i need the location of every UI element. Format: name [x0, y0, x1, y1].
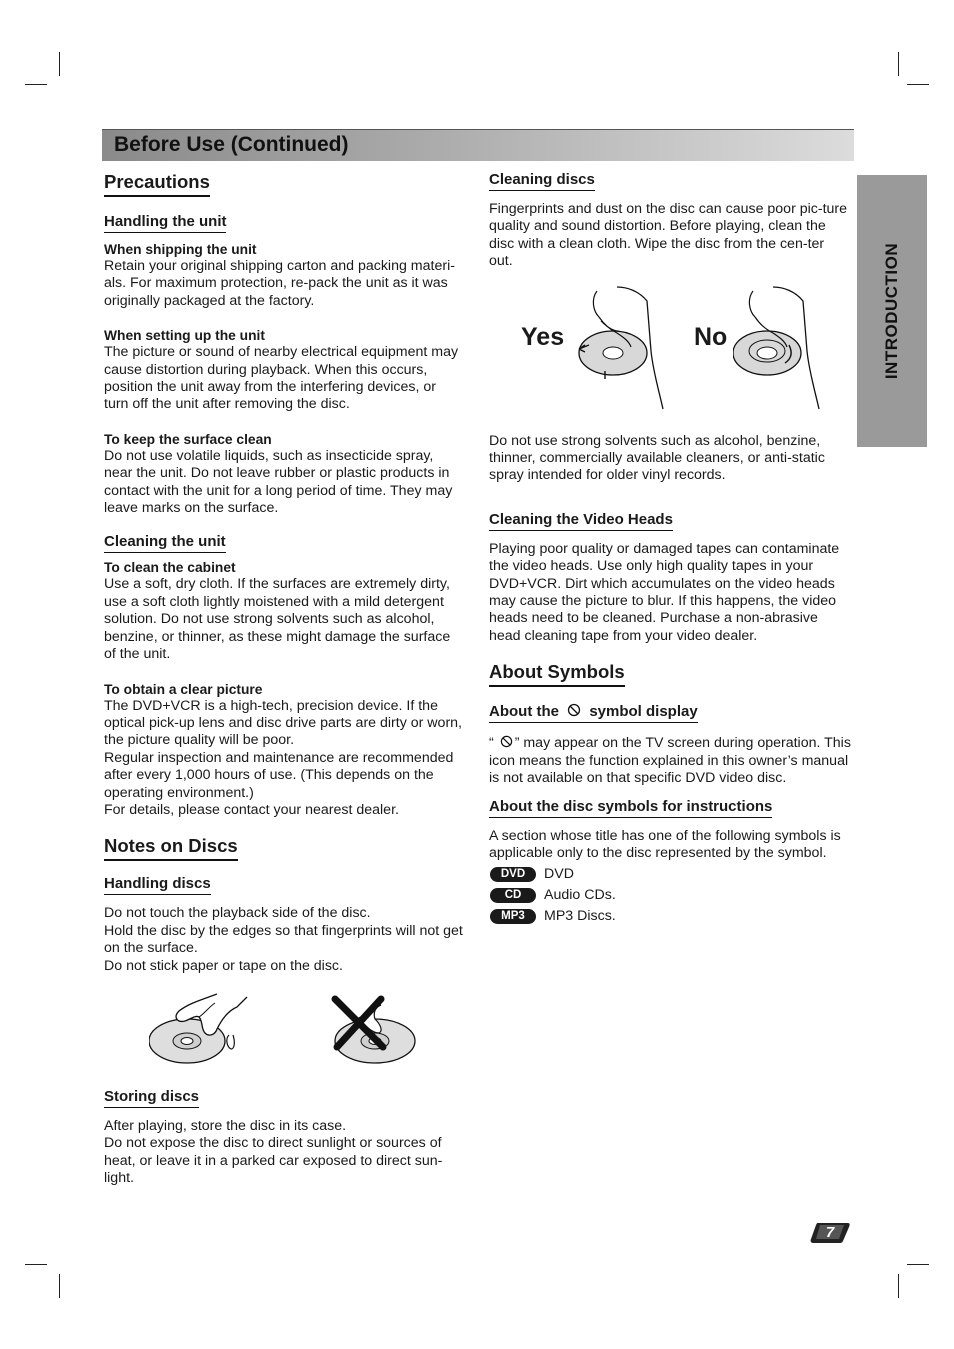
solvents-text: Do not use strong solvents such as alcohol, benzine, thinner, commercially available cleaners, or anti-static spray intended for older vinyl records. [489, 432, 825, 484]
video-heads-text: Playing poor quality or damaged tapes can contaminate the video heads. Use only high quality tapes in your DVD+VCR. Dirt which accumulates on the video heads may cause the picture to blur. If this happens, the video heads need to be cleaned. Purchase a non-abrasive head cleaning tape from your video dealer. [489, 540, 840, 644]
handling-discs-heading: Handling discs [104, 875, 211, 895]
handling-discs-text-1: Do not touch the playback side of the disc. [104, 905, 371, 922]
crop-mark [898, 1274, 899, 1298]
setting-subheading: When setting up the unit [104, 328, 265, 344]
surface-subheading: To keep the surface clean [104, 431, 272, 447]
setting-text: The picture or sound of nearby electrical equipment may cause distortion during playback. When this occurs, position the unit away from the interfering devices, or turn off the unit after removing the disc. [104, 344, 459, 413]
surface-text: Do not use volatile liquids, such as insecticide spray, near the unit. Do not leave rubber or plastic products in contact with the unit for a long period of time. They may leave marks on the surface. [104, 447, 453, 517]
cleaning-discs-heading: Cleaning discs [489, 171, 595, 191]
disc-handling-illustrations [104, 983, 464, 1083]
dvd-badge-icon: DVD [490, 867, 536, 882]
shipping-text: Retain your original shipping carton and packing materi-als. For maximum protection, re-pack the unit as it was originally packaged at the factory. [104, 258, 455, 309]
precautions-heading: Precautions [104, 171, 210, 197]
video-heads-heading: Cleaning the Video Heads [489, 511, 673, 531]
section-side-tab [857, 175, 927, 447]
disc-type-label: Audio CDs. [544, 887, 616, 904]
crop-mark [25, 84, 47, 85]
storing-text-2: Do not expose the disc to direct sunlight or sources of heat, or leave it in a parked car exposed to direct sun-light. [104, 1135, 443, 1187]
symbol-display-text-b: This icon means the function explained in this owner’s manual is not available on that specific DVD video disc. [489, 735, 851, 787]
no-label: No [694, 322, 728, 351]
disc-type-label: DVD [544, 866, 574, 883]
prohibited-symbol-inline-icon [500, 735, 513, 748]
disc-type-row [489, 864, 851, 885]
wrong-disc-hold-illustration [329, 989, 439, 1079]
picture-subheading: To obtain a clear picture [104, 681, 263, 697]
picture-text-3: For details, please contact your nearest dealer. [104, 801, 399, 818]
cd-badge-icon: CD [490, 888, 536, 903]
handling-discs-text-2: Hold the disc by the edges so that fingerprints will not get on the surface. [104, 922, 463, 957]
about-symbols-heading: About Symbols [489, 661, 625, 687]
page-title: Before Use (Continued) [114, 133, 349, 156]
disc-symbols-heading: About the disc symbols for instructions [489, 798, 772, 818]
prohibited-symbol-icon [567, 703, 581, 717]
symbol-display-text-a: ” may appear on the TV screen during operation. [514, 735, 821, 752]
cleaning-discs-text: Fingerprints and dust on the disc can cause poor pic-ture quality and sound distortion. Before playing, clean the disc with a clean cloth. Wipe the disc from the cen-ter out. [489, 201, 848, 270]
storing-discs-heading: Storing discs [104, 1088, 199, 1108]
picture-text-1: The DVD+VCR is a high-tech, precision device. If the optical pick-up lens and disc drive parts are dirty or worn, the picture quality will be poor. [104, 697, 462, 749]
symbol-display-heading-part-a: About the [489, 703, 559, 721]
yes-label: Yes [521, 322, 565, 351]
crop-mark [907, 1264, 929, 1265]
disc-type-label: MP3 Discs. [544, 908, 616, 925]
crop-mark [59, 52, 60, 76]
left-column [104, 171, 464, 1188]
notes-on-discs-heading: Notes on Discs [104, 835, 238, 861]
symbol-display-open-quote: “ [489, 735, 494, 752]
cabinet-text: Use a soft, dry cloth. If the surfaces are extremely dirty, use a soft cloth lightly moistened with a mild detergent solution. Do not use strong solvents such as alcohol, benzine, or thinner, as these might damage the surface of the unit. [104, 576, 451, 663]
symbol-display-heading [489, 703, 698, 723]
page-number-badge [810, 1222, 850, 1244]
handling-discs-text-3: Do not stick paper or tape on the disc. [104, 957, 343, 974]
cleaning-unit-heading: Cleaning the unit [104, 533, 226, 553]
disc-symbols-text: A section whose title has one of the following symbols is applicable only to the disc represented by the symbol. [489, 827, 841, 861]
crop-mark [25, 1264, 47, 1265]
shipping-subheading: When shipping the unit [104, 242, 257, 257]
wrong-cleaning-illustration [733, 281, 823, 411]
correct-cleaning-illustration [577, 281, 667, 411]
handling-unit-heading: Handling the unit [104, 213, 226, 233]
disc-type-row [489, 885, 851, 906]
right-column [489, 171, 851, 927]
mp3-badge-icon: MP3 [490, 909, 536, 924]
picture-text-2: Regular inspection and maintenance are recommended after every 1,000 hours of use. (This depends on the operating environment.) [104, 749, 454, 801]
symbol-display-heading-part-b: symbol display [589, 703, 698, 721]
crop-mark [59, 1274, 60, 1298]
side-tab-label: INTRODUCTION [882, 242, 901, 380]
crop-mark [898, 52, 899, 76]
correct-disc-hold-illustration [149, 989, 259, 1079]
crop-mark [907, 84, 929, 85]
disc-type-row [489, 906, 851, 927]
cabinet-subheading: To clean the cabinet [104, 560, 236, 576]
disc-cleaning-illustrations [489, 279, 851, 427]
section-banner [102, 129, 854, 161]
storing-text-1: After playing, store the disc in its case. [104, 1117, 347, 1134]
symbol-display-text [489, 735, 851, 787]
page-number: 7 [825, 1224, 835, 1241]
